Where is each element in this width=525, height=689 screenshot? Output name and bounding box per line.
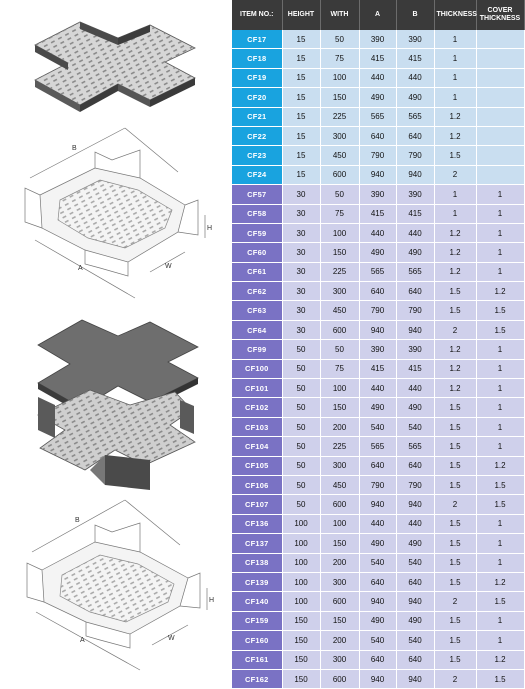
a-cell: 490 [359,611,396,630]
height-cell: 15 [282,30,320,49]
with-cell: 600 [320,320,359,339]
b-cell: 640 [396,126,434,145]
thickness-cell: 1.5 [434,398,476,417]
table-row [232,534,524,553]
dimension-a-label-2: A [80,637,85,644]
a-cell: 940 [359,592,396,611]
with-cell: 600 [320,165,359,184]
item-no-cell: CF61 [232,262,282,281]
b-cell: 640 [396,456,434,475]
a-cell: 540 [359,631,396,650]
dimension-h-label: H [207,225,213,232]
b-cell: 490 [396,243,434,262]
table-row [232,165,524,184]
cover-thickness-cell: 1 [476,437,524,456]
height-cell: 30 [282,223,320,242]
cover-thickness-cell: 1.2 [476,650,524,669]
table-row [232,223,524,242]
with-cell: 50 [320,30,359,49]
a-cell: 790 [359,475,396,494]
height-cell: 50 [282,398,320,417]
with-cell: 300 [320,282,359,301]
header-cover-thickness: COVER THICKNESS [476,0,524,30]
item-no-cell: CF20 [232,88,282,107]
table-row [232,243,524,262]
table-row [232,631,524,650]
item-no-cell: CF136 [232,514,282,533]
a-cell: 640 [359,572,396,591]
cover-thickness-cell [476,126,524,145]
table-body [232,30,524,689]
b-cell: 940 [396,669,434,688]
thickness-cell: 1.5 [434,417,476,436]
with-cell: 600 [320,495,359,514]
thickness-cell: 1.2 [434,262,476,281]
table-row [232,282,524,301]
a-cell: 415 [359,204,396,223]
thickness-cell: 1.2 [434,107,476,126]
height-cell: 50 [282,340,320,359]
item-no-cell: CF101 [232,379,282,398]
header-thickness: THICKNESS [434,0,476,30]
table-row [232,592,524,611]
cover-thickness-cell [476,165,524,184]
height-cell: 30 [282,301,320,320]
cross-tray-render-1 [35,22,195,112]
specification-table [232,0,525,689]
height-cell: 50 [282,417,320,436]
item-no-cell: CF102 [232,398,282,417]
b-cell: 940 [396,592,434,611]
table-row [232,88,524,107]
item-no-cell: CF22 [232,126,282,145]
table-row [232,495,524,514]
thickness-cell: 1.5 [434,475,476,494]
a-cell: 790 [359,146,396,165]
b-cell: 415 [396,359,434,378]
b-cell: 640 [396,572,434,591]
with-cell: 150 [320,243,359,262]
dimension-w-label: W [165,263,172,270]
height-cell: 30 [282,320,320,339]
with-cell: 200 [320,631,359,650]
cover-thickness-cell: 1 [476,553,524,572]
cover-thickness-cell: 1.5 [476,592,524,611]
header-item-no: ITEM NO.: [232,0,282,30]
with-cell: 75 [320,204,359,223]
b-cell: 565 [396,437,434,456]
height-cell: 15 [282,88,320,107]
cross-tray-drawing-2 [27,500,214,670]
a-cell: 565 [359,262,396,281]
item-no-cell: CF107 [232,495,282,514]
a-cell: 640 [359,126,396,145]
b-cell: 565 [396,262,434,281]
dimension-b-label-2: B [75,517,80,524]
a-cell: 415 [359,49,396,68]
table-row [232,49,524,68]
thickness-cell: 1.5 [434,437,476,456]
height-cell: 100 [282,553,320,572]
b-cell: 565 [396,107,434,126]
height-cell: 30 [282,185,320,204]
height-cell: 30 [282,262,320,281]
cover-thickness-cell: 1 [476,398,524,417]
item-no-cell: CF21 [232,107,282,126]
b-cell: 490 [396,534,434,553]
b-cell: 440 [396,68,434,87]
with-cell: 200 [320,553,359,572]
with-cell: 450 [320,146,359,165]
height-cell: 30 [282,243,320,262]
table-row [232,30,524,49]
thickness-cell: 1.5 [434,282,476,301]
height-cell: 30 [282,282,320,301]
with-cell: 100 [320,514,359,533]
with-cell: 50 [320,340,359,359]
cover-thickness-cell: 1.5 [476,669,524,688]
b-cell: 640 [396,282,434,301]
item-no-cell: CF139 [232,572,282,591]
table-row [232,262,524,281]
table-row [232,475,524,494]
b-cell: 940 [396,165,434,184]
table-row [232,359,524,378]
a-cell: 390 [359,30,396,49]
height-cell: 15 [282,107,320,126]
table-row [232,417,524,436]
thickness-cell: 2 [434,669,476,688]
item-no-cell: CF137 [232,534,282,553]
table-row [232,204,524,223]
dimension-b-label: B [72,145,77,152]
thickness-cell: 2 [434,495,476,514]
dimension-a-label: A [78,265,83,272]
a-cell: 415 [359,359,396,378]
cover-thickness-cell [476,30,524,49]
thickness-cell: 1.5 [434,631,476,650]
item-no-cell: CF62 [232,282,282,301]
with-cell: 300 [320,572,359,591]
cover-thickness-cell: 1 [476,534,524,553]
a-cell: 490 [359,398,396,417]
height-cell: 100 [282,534,320,553]
b-cell: 490 [396,611,434,630]
thickness-cell: 1.5 [434,572,476,591]
thickness-cell: 1.2 [434,359,476,378]
b-cell: 490 [396,398,434,417]
b-cell: 790 [396,475,434,494]
thickness-cell: 1.5 [434,650,476,669]
height-cell: 100 [282,592,320,611]
with-cell: 150 [320,88,359,107]
thickness-cell: 2 [434,592,476,611]
item-no-cell: CF23 [232,146,282,165]
cover-thickness-cell: 1 [476,204,524,223]
b-cell: 440 [396,223,434,242]
with-cell: 100 [320,223,359,242]
thickness-cell: 2 [434,165,476,184]
with-cell: 225 [320,437,359,456]
b-cell: 390 [396,185,434,204]
header-a: A [359,0,396,30]
thickness-cell: 2 [434,320,476,339]
table-row [232,553,524,572]
cover-thickness-cell: 1.5 [476,320,524,339]
cover-thickness-cell: 1 [476,417,524,436]
a-cell: 640 [359,650,396,669]
b-cell: 390 [396,340,434,359]
height-cell: 50 [282,495,320,514]
thickness-cell: 1.5 [434,301,476,320]
header-b: B [396,0,434,30]
b-cell: 440 [396,379,434,398]
a-cell: 440 [359,379,396,398]
with-cell: 600 [320,592,359,611]
height-cell: 50 [282,437,320,456]
cross-tray-render-2 [38,320,198,490]
a-cell: 540 [359,553,396,572]
table-row [232,514,524,533]
a-cell: 940 [359,165,396,184]
b-cell: 940 [396,495,434,514]
header-with: WITH [320,0,359,30]
cover-thickness-cell [476,49,524,68]
a-cell: 640 [359,282,396,301]
cover-thickness-cell [476,68,524,87]
product-illustrations [0,0,232,677]
cover-thickness-cell [476,146,524,165]
height-cell: 50 [282,456,320,475]
height-cell: 50 [282,359,320,378]
item-no-cell: CF24 [232,165,282,184]
with-cell: 200 [320,417,359,436]
thickness-cell: 1 [434,68,476,87]
a-cell: 490 [359,243,396,262]
cover-thickness-cell: 1.2 [476,572,524,591]
table-row [232,650,524,669]
thickness-cell: 1.5 [434,553,476,572]
b-cell: 790 [396,301,434,320]
item-no-cell: CF162 [232,669,282,688]
height-cell: 150 [282,631,320,650]
item-no-cell: CF105 [232,456,282,475]
a-cell: 565 [359,437,396,456]
item-no-cell: CF19 [232,68,282,87]
a-cell: 390 [359,185,396,204]
with-cell: 50 [320,185,359,204]
b-cell: 415 [396,49,434,68]
table-row [232,611,524,630]
a-cell: 565 [359,107,396,126]
with-cell: 150 [320,611,359,630]
table-row [232,146,524,165]
a-cell: 440 [359,68,396,87]
cover-thickness-cell: 1 [476,379,524,398]
cover-thickness-cell: 1.2 [476,282,524,301]
a-cell: 940 [359,320,396,339]
with-cell: 225 [320,262,359,281]
with-cell: 225 [320,107,359,126]
item-no-cell: CF18 [232,49,282,68]
with-cell: 150 [320,398,359,417]
cover-thickness-cell: 1 [476,514,524,533]
height-cell: 15 [282,165,320,184]
table-row [232,379,524,398]
thickness-cell: 1.5 [434,611,476,630]
height-cell: 30 [282,204,320,223]
cover-thickness-cell [476,88,524,107]
table-row [232,669,524,688]
item-no-cell: CF17 [232,30,282,49]
b-cell: 540 [396,417,434,436]
table-row [232,572,524,591]
cover-thickness-cell: 1 [476,611,524,630]
b-cell: 490 [396,88,434,107]
height-cell: 15 [282,126,320,145]
thickness-cell: 1.5 [434,146,476,165]
with-cell: 300 [320,650,359,669]
height-cell: 100 [282,514,320,533]
height-cell: 15 [282,49,320,68]
b-cell: 390 [396,30,434,49]
item-no-cell: CF161 [232,650,282,669]
item-no-cell: CF140 [232,592,282,611]
cover-thickness-cell: 1 [476,359,524,378]
a-cell: 490 [359,88,396,107]
cover-thickness-cell: 1 [476,223,524,242]
item-no-cell: CF60 [232,243,282,262]
with-cell: 450 [320,301,359,320]
item-no-cell: CF104 [232,437,282,456]
with-cell: 600 [320,669,359,688]
a-cell: 540 [359,417,396,436]
dimension-h-label-2: H [209,597,215,604]
cover-thickness-cell: 1 [476,631,524,650]
a-cell: 940 [359,669,396,688]
thickness-cell: 1.2 [434,340,476,359]
thickness-cell: 1.2 [434,223,476,242]
with-cell: 150 [320,534,359,553]
table-header-row [232,0,524,30]
item-no-cell: CF59 [232,223,282,242]
table-row [232,456,524,475]
table-row [232,437,524,456]
item-no-cell: CF160 [232,631,282,650]
item-no-cell: CF58 [232,204,282,223]
height-cell: 15 [282,68,320,87]
height-cell: 100 [282,572,320,591]
table-row [232,301,524,320]
cover-thickness-cell: 1 [476,243,524,262]
thickness-cell: 1.2 [434,243,476,262]
cross-tray-drawing-1 [25,128,212,298]
b-cell: 540 [396,631,434,650]
with-cell: 450 [320,475,359,494]
height-cell: 50 [282,475,320,494]
thickness-cell: 1 [434,88,476,107]
thickness-cell: 1.5 [434,534,476,553]
specification-table-container [232,0,525,684]
cover-thickness-cell [476,107,524,126]
item-no-cell: CF100 [232,359,282,378]
thickness-cell: 1 [434,204,476,223]
table-row [232,68,524,87]
table-row [232,185,524,204]
a-cell: 440 [359,514,396,533]
a-cell: 640 [359,456,396,475]
a-cell: 790 [359,301,396,320]
a-cell: 490 [359,534,396,553]
cover-thickness-cell: 1.5 [476,475,524,494]
cover-thickness-cell: 1 [476,185,524,204]
b-cell: 790 [396,146,434,165]
thickness-cell: 1 [434,185,476,204]
b-cell: 415 [396,204,434,223]
dimension-w-label-2: W [168,635,175,642]
b-cell: 440 [396,514,434,533]
height-cell: 150 [282,650,320,669]
thickness-cell: 1.5 [434,514,476,533]
cover-thickness-cell: 1 [476,262,524,281]
item-no-cell: CF138 [232,553,282,572]
item-no-cell: CF106 [232,475,282,494]
height-cell: 150 [282,611,320,630]
b-cell: 640 [396,650,434,669]
item-no-cell: CF159 [232,611,282,630]
with-cell: 300 [320,126,359,145]
with-cell: 100 [320,68,359,87]
table-row [232,340,524,359]
cross-tray-drawings [0,0,232,677]
table-row [232,126,524,145]
a-cell: 940 [359,495,396,514]
thickness-cell: 1.2 [434,379,476,398]
header-height: HEIGHT [282,0,320,30]
cover-thickness-cell: 1.5 [476,495,524,514]
with-cell: 300 [320,456,359,475]
a-cell: 390 [359,340,396,359]
thickness-cell: 1 [434,30,476,49]
with-cell: 75 [320,49,359,68]
b-cell: 940 [396,320,434,339]
thickness-cell: 1.2 [434,126,476,145]
table-row [232,320,524,339]
thickness-cell: 1.5 [434,456,476,475]
b-cell: 540 [396,553,434,572]
height-cell: 150 [282,669,320,688]
item-no-cell: CF57 [232,185,282,204]
with-cell: 100 [320,379,359,398]
table-row [232,398,524,417]
cover-thickness-cell: 1.2 [476,456,524,475]
item-no-cell: CF99 [232,340,282,359]
height-cell: 15 [282,146,320,165]
height-cell: 50 [282,379,320,398]
with-cell: 75 [320,359,359,378]
item-no-cell: CF63 [232,301,282,320]
cover-thickness-cell: 1 [476,340,524,359]
item-no-cell: CF64 [232,320,282,339]
table-row [232,107,524,126]
a-cell: 440 [359,223,396,242]
thickness-cell: 1 [434,49,476,68]
cover-thickness-cell: 1.5 [476,301,524,320]
item-no-cell: CF103 [232,417,282,436]
